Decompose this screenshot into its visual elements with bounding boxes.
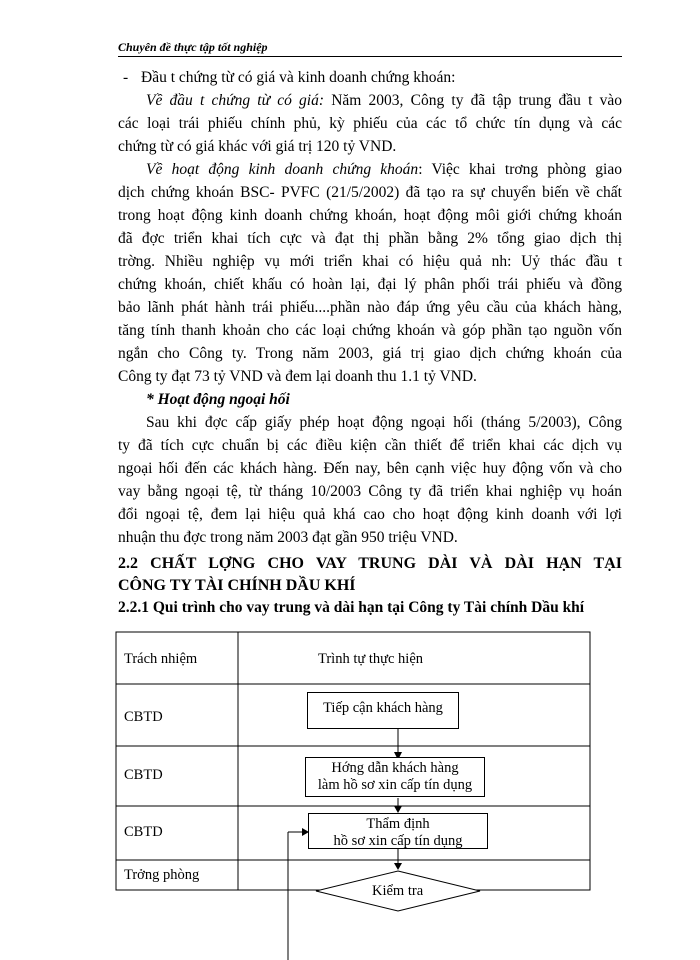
forex-line-1: Sau khi đợc cấp giấy phép hoạt động ngoại hối (tháng 5/2003), Công [146, 414, 622, 431]
step-appraise-dossier-line-1: Thẩm định [366, 816, 430, 832]
investment-lead: Về đầu t chứng từ có giá: [146, 92, 325, 109]
step-approach-customer [307, 692, 459, 729]
securities-line-3: trong hoạt động kinh doanh chứng khoán, hoạt động môi giới chứng khoán [118, 207, 622, 224]
section-2-2-title-line-1: 2.2 CHẤT LỢNG CHO VAY TRUNG DÀI VÀ DÀI HẠN TẠI [118, 555, 622, 572]
step-guide-customer [305, 757, 485, 797]
section-2-2-title-line-2: CÔNG TY TÀI CHÍNH DẦU KHÍ [118, 577, 356, 594]
securities-line-9: ngắn cho Công ty. Trong năm 2003, giá trị giao dịch chứng khoán của [118, 345, 622, 362]
investment-line-2: các loại trái phiếu chính phủ, kỳ phiếu của các tổ chức tín dụng và các [118, 115, 622, 132]
row-responsible-4: Trởng phòng [124, 867, 200, 883]
securities-line-7: bảo lãnh phát hành trái phiếu....phần nào đáp ứng yêu cầu của khách hàng, [118, 299, 622, 316]
securities-line-6: chứng khoán, chiết khấu có hoàn lại, đại lý phân phối trái phiếu và đồng [118, 276, 622, 293]
step-approach-customer-label: Tiếp cận khách hàng [323, 700, 443, 716]
step-check-label: Kiểm tra [372, 883, 424, 899]
header-responsibility: Trách nhiệm [124, 651, 198, 667]
forex-line-4: vay bằng ngoại tệ, từ tháng 10/2003 Công ty đã triển khai nghiệp vụ hoán [118, 483, 622, 500]
forex-line-3: ngoại hối đến các khách hàng. Đến nay, bên cạnh việc huy động vốn và cho [118, 460, 622, 477]
step-appraise-dossier-line-2: hồ sơ xin cấp tín dụng [333, 833, 463, 849]
flow-arrow-head-2 [394, 806, 402, 813]
securities-line-2: dịch chứng khoán BSC- PVFC (21/5/2002) đã tạo ra sự chuyển biến về chất [118, 184, 622, 201]
running-header: Chuyên đề thực tập tốt nghiệp [118, 40, 268, 54]
step-guide-customer-line-1: Hớng dẫn khách hàng [331, 760, 459, 776]
securities-line-1-rest: : Việc khai trơng phòng giao [418, 161, 622, 178]
row-responsible-1: CBTD [124, 709, 163, 725]
forex-line-5: đổi ngoại tệ, đem lại hiệu quả khá cao cho hoạt động kinh doanh với lợi [118, 506, 622, 523]
header-sequence: Trình tự thực hiện [318, 651, 424, 667]
section-2-2-1-title: 2.2.1 Qui trình cho vay trung và dài hạn tại Công ty Tài chính Dầu khí [118, 599, 585, 616]
forex-line-6: nhuận thu đợc trong năm 2003 đạt gần 950 triệu VND. [118, 529, 458, 546]
bullet-heading-text: Đầu t chứng từ có giá và kinh doanh chứng khoán: [141, 69, 456, 86]
row-responsible-2: CBTD [124, 767, 163, 783]
securities-line-10: Công ty đạt 73 tỷ VND và đem lại doanh thu 1.1 tỷ VND. [118, 368, 477, 385]
securities-line-8: tăng tính thanh khoản cho các loại chứng khoán và góp phần tạo nguồn vốn [118, 322, 622, 339]
securities-lead: Về hoạt động kinh doanh chứng khoán [146, 161, 419, 178]
bullet-marker: - [123, 69, 129, 86]
row-responsible-3: CBTD [124, 824, 163, 840]
investment-line-1-rest: Năm 2003, Công ty đã tập trung đầu t vào [324, 92, 622, 109]
investment-line-3: chứng từ có giá khác với giá trị 120 tỷ VND. [118, 138, 397, 155]
flow-arrow-head-3 [394, 863, 402, 870]
securities-line-4: đã đợc triển khai tích cực và đạt thị phần bằng 2% tổng giao dịch thị [118, 230, 622, 247]
forex-line-2: ty đã tích cực chuẩn bị các điều kiện cần thiết để triển khai các dịch vụ [118, 437, 622, 454]
forex-heading: * Hoạt động ngoại hối [146, 391, 290, 408]
securities-line-5: trờng. Nhiều nghiệp vụ mới triển khai có hiệu quả nh: Uỷ thác đầu t [118, 253, 622, 270]
step-guide-customer-line-2: làm hồ sơ xin cấp tín dụng [317, 777, 473, 793]
step-appraise-dossier [308, 813, 488, 849]
